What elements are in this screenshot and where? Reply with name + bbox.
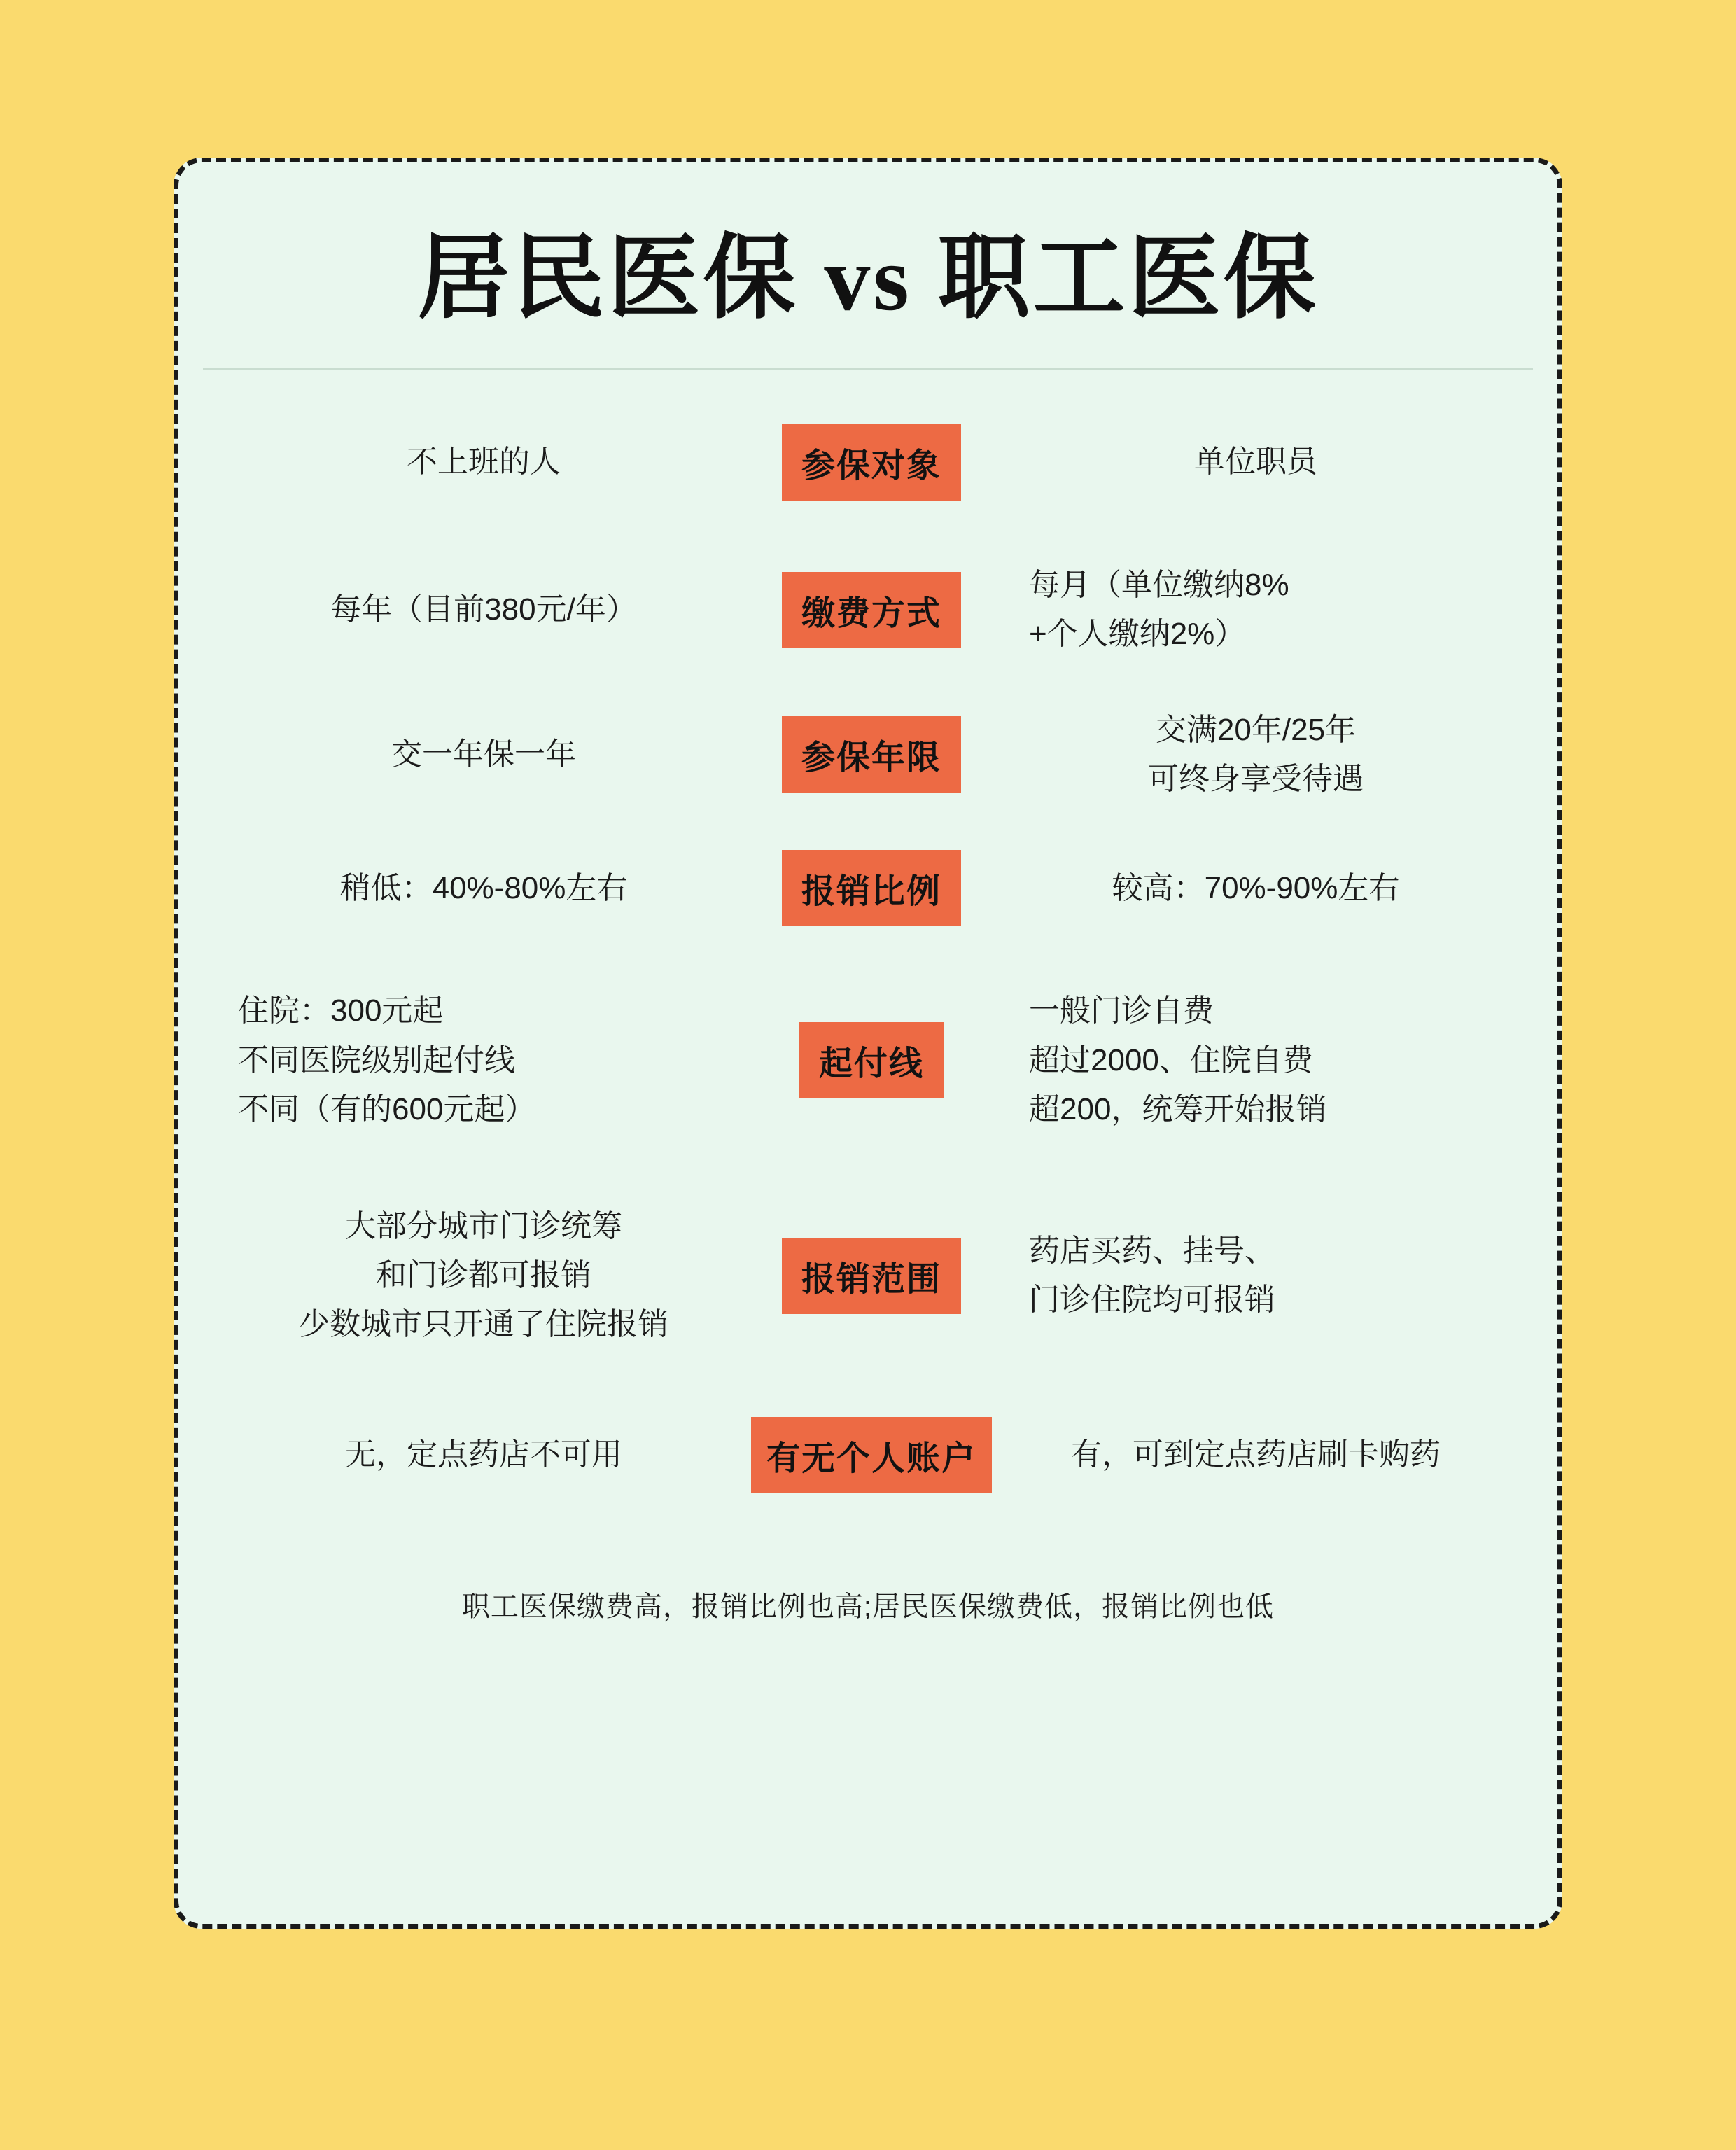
row-right-line: 单位职员 [1194,445,1317,480]
row-label-badge: 报销比例 [782,850,961,926]
row-left-line: 不同（有的600元起） [238,1092,536,1127]
row-left-line: 少数城市只开通了住院报销 [299,1307,668,1342]
table-row [224,424,1512,501]
row-label-badge: 报销范围 [782,1238,961,1314]
page-title: 居民医保 vs 职工医保 [417,227,1319,330]
row-label-cell [756,1022,987,1098]
row-left-line: 每年（目前380元/年） [330,592,637,627]
table-row [224,706,1512,804]
row-right-line: +个人缴纳2%） [1029,617,1246,652]
row-left-line: 大部分城市门诊统筹 [345,1208,622,1243]
table-row [224,850,1512,926]
row-left-line: 交一年保一年 [391,737,576,772]
row-left-value [224,1202,756,1350]
row-label-cell [756,1417,987,1493]
row-right-value [987,706,1512,804]
row-right-value [987,438,1512,487]
row-label-badge: 缴费方式 [782,572,961,648]
row-left-line: 不上班的人 [407,445,561,480]
row-left-line: 和门诊都可报销 [376,1257,592,1292]
row-right-line: 可终身享受待遇 [1148,761,1364,796]
row-right-line: 有，可到定点药店刷卡购药 [1071,1437,1441,1472]
row-label-cell [756,1238,987,1314]
row-gap [178,1135,1558,1202]
table-row [224,1202,1512,1350]
row-gap [178,926,1558,986]
row-label-badge: 参保年限 [782,716,961,793]
row-gap [178,501,1558,561]
row-gap [178,804,1558,850]
row-gap [178,1350,1558,1417]
row-right-value [987,986,1512,1134]
row-label-badge: 参保对象 [782,424,961,501]
row-right-line: 门诊住院均可报销 [1029,1283,1275,1318]
row-label-badge: 起付线 [799,1022,944,1098]
row-left-value [224,986,756,1134]
row-label-cell [756,850,987,926]
table-row [224,986,1512,1134]
row-left-value [224,730,756,779]
row-right-value [987,864,1512,913]
row-right-line: 超过2000、住院自费 [1029,1042,1313,1077]
row-label-cell [756,572,987,648]
row-label-cell [756,716,987,793]
row-label-cell [756,424,987,501]
row-left-value [224,864,756,913]
row-left-line: 稍低：40%-80%左右 [340,870,628,905]
row-right-value [987,1430,1512,1479]
row-right-value [987,1227,1512,1325]
row-right-line: 每月（单位缴纳8% [1029,567,1289,602]
title-divider [203,368,1533,370]
row-right-line: 交满20年/25年 [1155,712,1357,747]
row-left-value [224,438,756,487]
row-gap [178,659,1558,706]
row-right-line: 药店买药、挂号、 [1029,1233,1275,1268]
table-row [224,1417,1512,1493]
row-right-value [987,561,1512,659]
row-right-line: 一般门诊自费 [1029,993,1214,1028]
poster-card [174,158,1562,1929]
row-right-line: 较高：70%-90%左右 [1112,870,1400,905]
row-left-line: 住院：300元起 [238,993,444,1028]
table-row [224,561,1512,659]
row-label-badge: 有无个人账户 [751,1417,992,1493]
row-left-line: 不同医院级别起付线 [238,1042,515,1077]
row-left-value [224,1430,756,1479]
row-right-line: 超200，统筹开始报销 [1029,1092,1327,1127]
row-left-line: 无，定点药店不可用 [345,1437,622,1472]
comparison-table [178,424,1558,1493]
row-left-value [224,585,756,634]
footer-note: 职工医保缴费高，报销比例也高;居民医保缴费低，报销比例也低 [461,1591,1275,1622]
